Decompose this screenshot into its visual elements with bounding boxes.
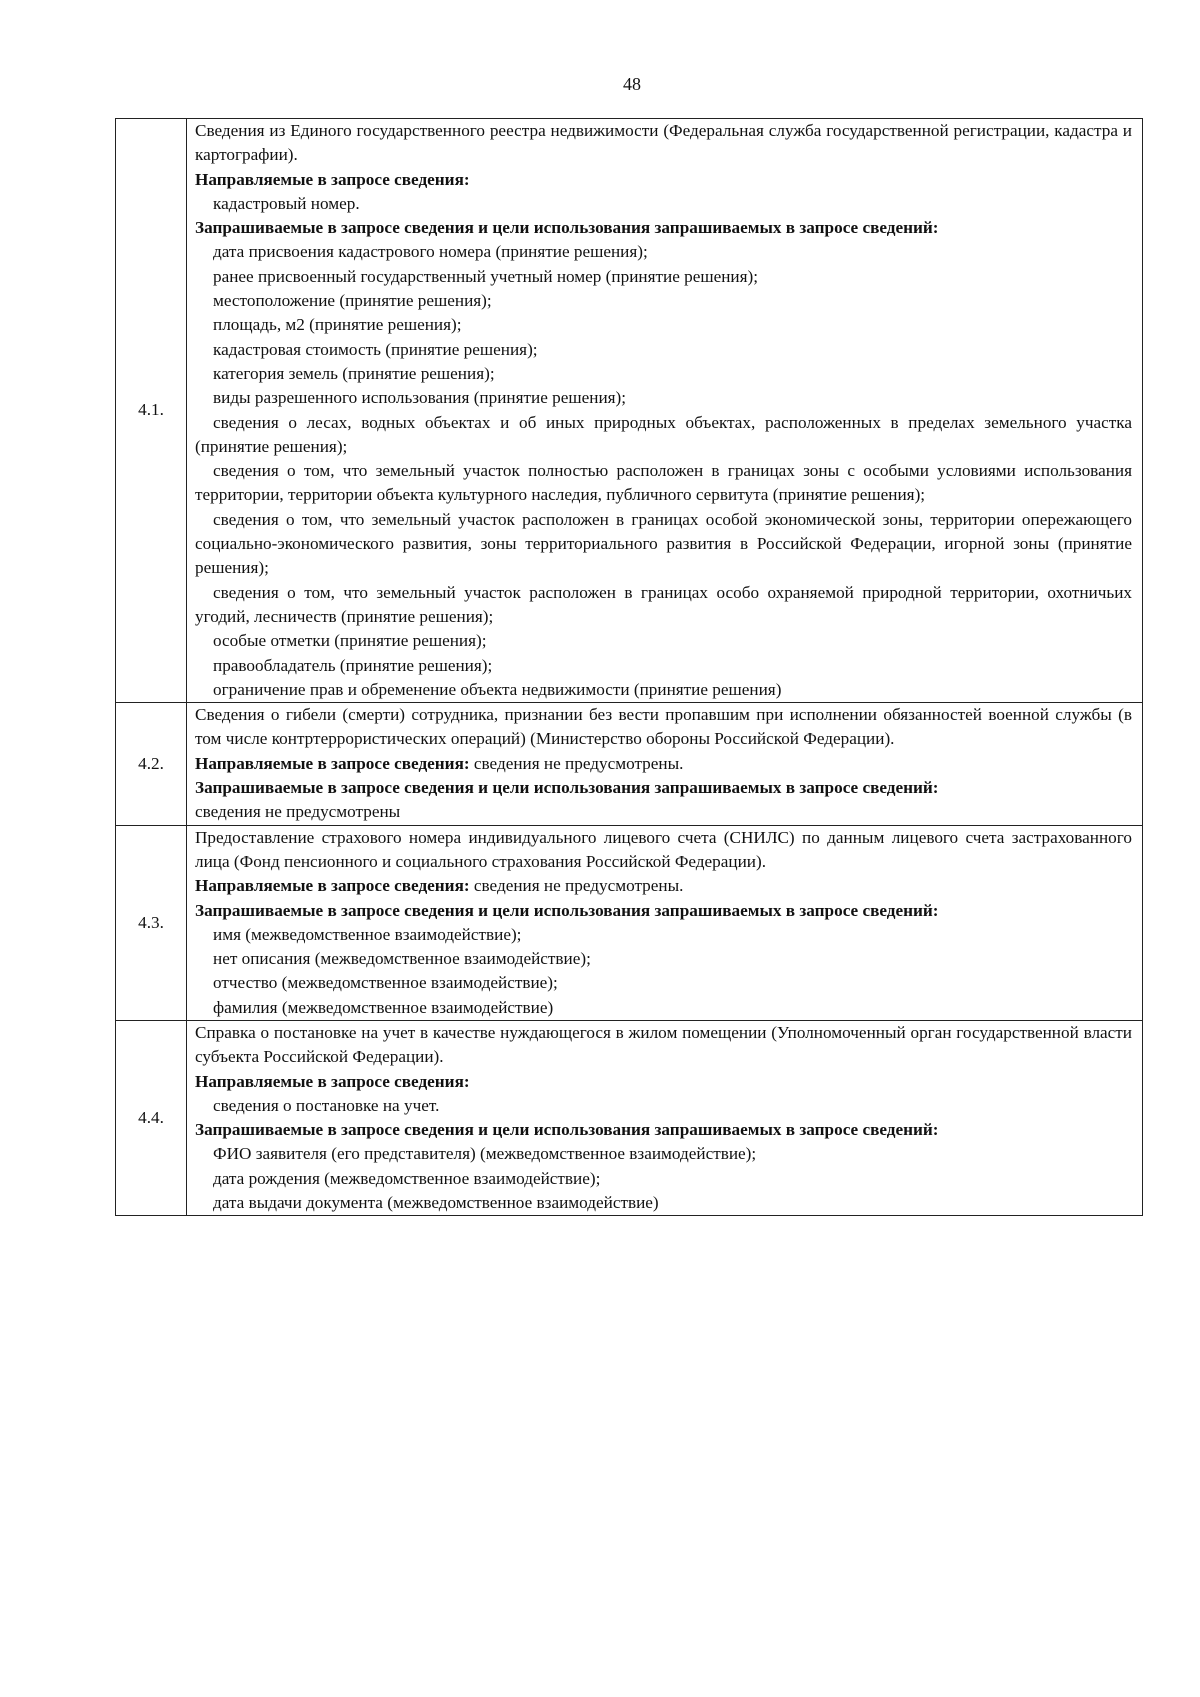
- sent-item: сведения о постановке на учет.: [213, 1095, 440, 1115]
- requested-item: категория земель (принятие решения);: [213, 363, 495, 383]
- requested-item: правообладатель (принятие решения);: [213, 655, 493, 675]
- sent-label: Направляемые в запросе сведения:: [195, 1071, 470, 1091]
- requested-item: ранее присвоенный государственный учетный номер (принятие решения);: [213, 266, 759, 286]
- sent-item: кадастровый номер.: [213, 193, 360, 213]
- row-number: 4.3.: [116, 825, 187, 1020]
- row-title: Предоставление страхового номера индивидуального лицевого счета (СНИЛС) по данным лицевого счета застрахованного лица (Фонд пенсионного и социального страхования Российской Федерации).: [195, 827, 1132, 871]
- requested-label: Запрашиваемые в запросе сведения и цели использования запрашиваемых в запросе сведений:: [195, 218, 939, 238]
- requested-item: виды разрешенного использования (принятие решения);: [213, 388, 627, 408]
- sent-value: сведения не предусмотрены.: [473, 753, 684, 773]
- requested-item: дата рождения (межведомственное взаимодействие);: [213, 1168, 601, 1188]
- row-number: 4.1.: [116, 119, 187, 703]
- sent-value: сведения не предусмотрены.: [473, 876, 684, 896]
- requested-item: сведения о том, что земельный участок расположен в границах особой экономической зоны, территории опережающего социально-экономического развития, зоны территориального развития в Российской Федерации, игорной зоны (принятие решения);: [195, 509, 1132, 578]
- sent-line: [195, 752, 1132, 776]
- requested-item: сведения о том, что земельный участок полностью расположен в границах зоны с особыми условиями использования территории, территории объекта культурного наследия, публичного сервитута (принятие решения);: [195, 461, 1132, 505]
- row-number: 4.2.: [116, 703, 187, 825]
- row-number: 4.4.: [116, 1020, 187, 1215]
- sent-line: [195, 874, 1132, 898]
- requested-item: местоположение (принятие решения);: [213, 291, 492, 311]
- requested-label: Запрашиваемые в запросе сведения и цели использования запрашиваемых в запросе сведений:: [195, 1120, 939, 1140]
- requested-item: площадь, м2 (принятие решения);: [213, 315, 462, 335]
- sent-label: Направляемые в запросе сведения:: [195, 753, 470, 773]
- sent-label: Направляемые в запросе сведения:: [195, 876, 470, 896]
- table-row: [116, 825, 1143, 1020]
- row-title: Справка о постановке на учет в качестве нуждающегося в жилом помещении (Уполномоченный орган государственной власти субъекта Российской Федерации).: [195, 1022, 1132, 1067]
- requested-item: дата присвоения кадастрового номера (принятие решения);: [213, 242, 648, 262]
- requested-item: ограничение прав и обременение объекта недвижимости (принятие решения): [213, 679, 782, 699]
- table-row: [116, 703, 1143, 825]
- requested-item: отчество (межведомственное взаимодействие);: [213, 973, 558, 993]
- requested-item: сведения о том, что земельный участок расположен в границах особо охраняемой природной территории, охотничьих угодий, лесничеств (принятие решения);: [195, 582, 1132, 626]
- requested-item: дата выдачи документа (межведомственное взаимодействие): [213, 1193, 659, 1213]
- requested-label: Запрашиваемые в запросе сведения и цели использования запрашиваемых в запросе сведений:: [195, 778, 939, 798]
- requested-item: нет описания (межведомственное взаимодействие);: [213, 949, 591, 969]
- requested-item: особые отметки (принятие решения);: [213, 631, 487, 651]
- requested-item: имя (межведомственное взаимодействие);: [213, 924, 522, 944]
- page-number: 48: [623, 74, 641, 94]
- row-content: [187, 703, 1143, 825]
- requested-item: кадастровая стоимость (принятие решения);: [213, 339, 538, 359]
- requests-table: [115, 118, 1143, 1216]
- requested-item: фамилия (межведомственное взаимодействие): [213, 997, 554, 1017]
- row-title: Сведения из Единого государственного реестра недвижимости (Федеральная служба государственной регистрации, кадастра и картографии).: [195, 121, 1132, 165]
- requested-item: ФИО заявителя (его представителя) (межведомственное взаимодействие);: [213, 1144, 757, 1164]
- requested-item: сведения о лесах, водных объектах и об иных природных объектах, расположенных в пределах земельного участка (принятие решения);: [195, 412, 1132, 456]
- row-content: [187, 825, 1143, 1020]
- requested-value: сведения не предусмотрены: [195, 802, 401, 822]
- row-title: Сведения о гибели (смерти) сотрудника, признании без вести пропавшим при исполнении обязанностей военной службы (в том числе контртеррористических операций) (Министерство обороны Российской Федерации).: [195, 705, 1132, 749]
- sent-label: Направляемые в запросе сведения:: [195, 169, 470, 189]
- table-row: [116, 1020, 1143, 1215]
- requested-label: Запрашиваемые в запросе сведения и цели использования запрашиваемых в запросе сведений:: [195, 900, 939, 920]
- row-content: [187, 1020, 1143, 1215]
- table-row: [116, 119, 1143, 703]
- row-content: [187, 119, 1143, 703]
